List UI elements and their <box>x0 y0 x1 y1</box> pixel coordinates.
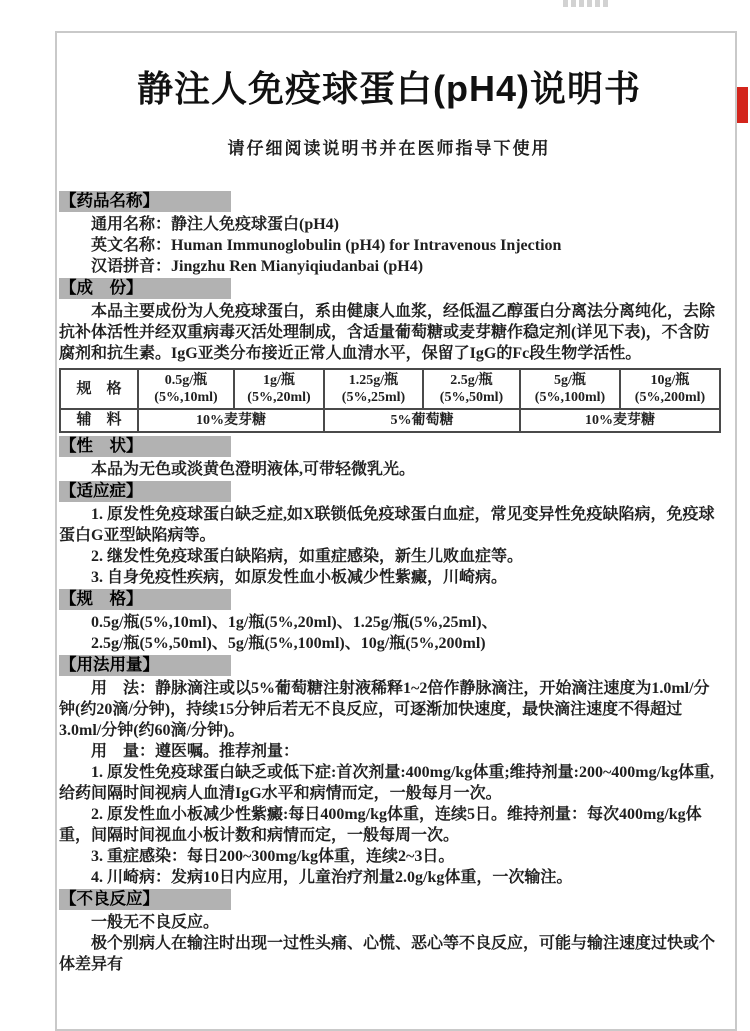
leaflet-content <box>59 191 719 975</box>
spec-cell: 10g/瓶 (5%,200ml) <box>620 369 720 409</box>
section-heading-drug-name: 【药品名称】 <box>59 191 231 212</box>
section-heading-character: 【性 状】 <box>59 436 231 457</box>
section-heading-indications: 【适应症】 <box>59 481 231 502</box>
spec-cell: 1.25g/瓶 (5%,25ml) <box>324 369 423 409</box>
spec-cell: 2.5g/瓶 (5%,50ml) <box>423 369 520 409</box>
excipient-row-label: 辅 料 <box>60 409 138 432</box>
dosage-item: 2. 原发性血小板减少性紫癜:每日400mg/kg体重，连续5日。维持剂量：每次400mg/kg体重，间隔时间视血小板计数和病情而定，一般每周一次。 <box>59 806 702 844</box>
pinyin-name-line: 汉语拼音：Jingzhu Ren Mianyiqiudanbai (pH4) <box>91 258 424 275</box>
specification-table <box>59 368 721 433</box>
composition-paragraph: 本品主要成份为人免疫球蛋白，系由健康人血浆，经低温乙醇蛋白分离法分离纯化，去除抗补体活性并经双重病毒灭活处理制成，含适量葡萄糖或麦芽糖作稳定剂(详见下表)，不含防腐剂和抗生素。IgG亚类分布接近正常人血清水平，保留了IgG的Fc段生物学活性。 <box>59 303 716 362</box>
section-heading-adverse-reactions: 【不良反应】 <box>59 889 231 910</box>
adverse-paragraph: 一般无不良反应。 <box>91 914 220 931</box>
generic-name-line: 通用名称：静注人免疫球蛋白(pH4) <box>91 216 340 233</box>
spec-cell: 1g/瓶 (5%,20ml) <box>234 369 324 409</box>
excipient-cell: 10%麦芽糖 <box>138 409 324 432</box>
section-heading-composition: 【成 份】 <box>59 278 231 299</box>
table-row-excipients <box>60 409 720 432</box>
dosage-item: 1. 原发性免疫球蛋白缺乏或低下症:首次剂量:400mg/kg体重;维持剂量:200~400mg/kg体重,给药间隔时间视病人血清IgG水平和病情而定，一般每月一次。 <box>59 764 714 802</box>
indication-item: 1. 原发性免疫球蛋白缺乏症,如X联锁低免疫球蛋白血症，常见变异性免疫缺陷病，免疫球蛋白G亚型缺陷病等。 <box>59 506 715 544</box>
english-name-line: 英文名称：Human Immunoglobulin (pH4) for Intravenous Injection <box>91 237 562 254</box>
specification-line: 0.5g/瓶(5%,10ml)、1g/瓶(5%,20ml)、1.25g/瓶(5%,25ml)、 <box>91 614 498 631</box>
cropped-print-fragment <box>563 0 611 7</box>
dosage-item: 3. 重症感染：每日200~300mg/kg体重，连续2~3日。 <box>91 848 455 865</box>
section-heading-usage: 【用法用量】 <box>59 655 231 676</box>
indication-item: 2. 继发性免疫球蛋白缺陷病，如重症感染，新生儿败血症等。 <box>91 548 524 565</box>
table-row-specs <box>60 369 720 409</box>
dosage-item: 4. 川崎病：发病10日内应用，儿童治疗剂量2.0g/kg体重，一次输注。 <box>91 869 573 886</box>
spec-cell: 5g/瓶 (5%,100ml) <box>520 369 620 409</box>
character-paragraph: 本品为无色或淡黄色澄明液体,可带轻微乳光。 <box>91 461 416 478</box>
usage-method-paragraph: 用 法：静脉滴注或以5%葡萄糖注射液稀释1~2倍作静脉滴注，开始滴注速度为1.0ml/分钟(约20滴/分钟)，持续15分钟后若无不良反应，可逐渐加快速度，最快滴注速度不得超过3.0ml/分钟(约60滴/分钟)。 <box>59 680 710 739</box>
document-subtitle: 请仔细阅读说明书并在医师指导下使用 <box>227 139 551 158</box>
spec-row-label: 规 格 <box>60 369 138 409</box>
page-title: 静注人免疫球蛋白(pH4)说明书 <box>137 68 641 109</box>
usage-dosage-intro: 用 量：遵医嘱。推荐剂量： <box>91 743 300 760</box>
specification-line: 2.5g/瓶(5%,50ml)、5g/瓶(5%,100ml)、10g/瓶(5%,200ml) <box>91 635 486 652</box>
spec-cell: 0.5g/瓶 (5%,10ml) <box>138 369 234 409</box>
section-heading-specification: 【规 格】 <box>59 589 231 610</box>
excipient-cell: 5%葡萄糖 <box>324 409 520 432</box>
adverse-paragraph-cutoff: 极个别病人在输注时出现一过性头痛、心慌、恶心等不良反应，可能与输注速度过快或个体差异有 <box>59 935 716 973</box>
leaflet-page <box>55 31 737 1031</box>
excipient-cell: 10%麦芽糖 <box>520 409 720 432</box>
indication-item: 3. 自身免疫性疾病，如原发性血小板减少性紫癜，川崎病。 <box>91 569 508 586</box>
